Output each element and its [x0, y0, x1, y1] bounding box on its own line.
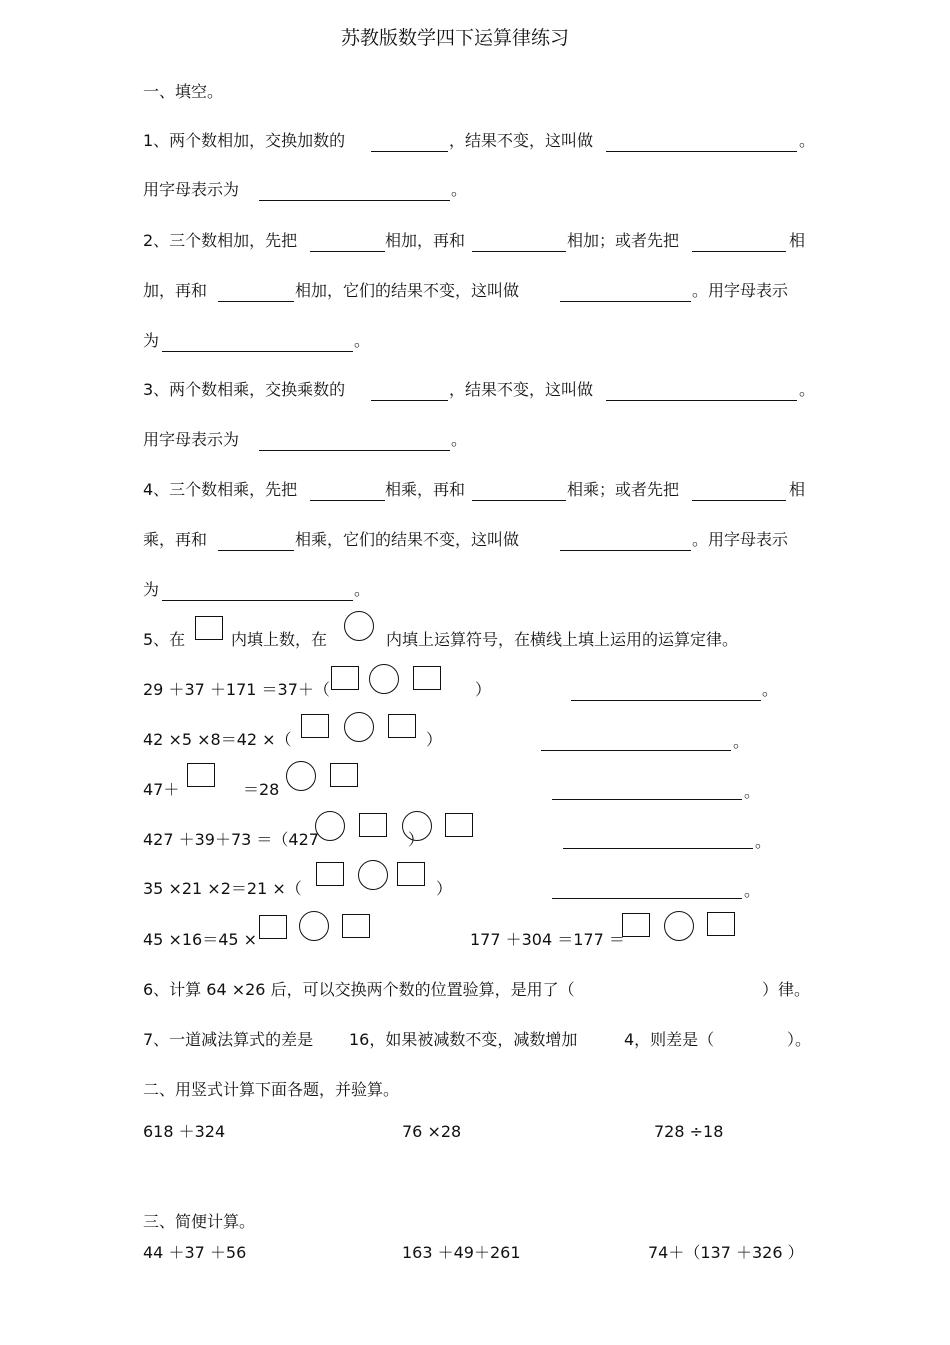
q5-r2-box-2[interactable]	[388, 714, 416, 738]
q3-text-d: 用字母表示为	[143, 430, 240, 449]
simplify-problem-2: 163 ＋49＋261	[402, 1243, 521, 1262]
q5-text-c: 内填上运算符号，在横线上填上运用的运算定律。	[386, 630, 739, 649]
q5-r4-law-blank[interactable]	[563, 848, 753, 849]
q2-text-h: 为	[143, 331, 160, 350]
q4-blank-2[interactable]	[472, 500, 566, 501]
q4-text-c: 相乘；或者先把	[567, 480, 680, 499]
q5-r4-box-1[interactable]	[359, 813, 387, 837]
q1-text-a: 1、两个数相加，交换加数的	[143, 131, 346, 150]
sample-circle-icon	[344, 611, 374, 641]
q5-r5-close: ）	[436, 879, 453, 898]
calc-problem-2: 76 ×28	[402, 1122, 462, 1141]
q5-r3-law-blank[interactable]	[552, 799, 742, 800]
q2-blank-1[interactable]	[310, 251, 385, 252]
q5-r3-expr: 47＋	[143, 780, 180, 799]
q2-blank-3[interactable]	[692, 251, 786, 252]
q2-blank-2[interactable]	[472, 251, 566, 252]
q5-r2-circle-1[interactable]	[344, 712, 374, 742]
q5-r1-circle-1[interactable]	[369, 664, 399, 694]
q5-r4-circle-1[interactable]	[315, 811, 345, 841]
q5-r2-box-1[interactable]	[301, 714, 329, 738]
q5-r1-expr: 29 ＋37 ＋171 ＝37＋（	[143, 680, 330, 699]
q7-text-d: ）。	[787, 1030, 812, 1049]
q5-r3-end: 。	[744, 782, 761, 801]
calc-problem-1: 618 ＋324	[143, 1122, 226, 1141]
q6-text-a: 6、计算 64 ×26 后，可以交换两个数的位置验算，是用了（	[143, 980, 575, 999]
q5-r6-box-3[interactable]	[622, 913, 650, 937]
q2-blank-5[interactable]	[560, 301, 691, 302]
q5-r5-expr: 35 ×21 ×2＝21 ×（	[143, 879, 302, 898]
q1-text-b: ，结果不变，这叫做	[449, 131, 594, 150]
q5-r2-expr: 42 ×5 ×8＝42 ×（	[143, 730, 292, 749]
q5-r2-end: 。	[733, 732, 750, 751]
q2-blank-6[interactable]	[162, 351, 353, 352]
q5-text-a: 5、在	[143, 630, 186, 649]
calc-problem-3: 728 ÷18	[654, 1122, 724, 1141]
q4-text-b: 相乘，再和	[385, 480, 466, 499]
q5-r3-box-1[interactable]	[187, 763, 215, 787]
q5-r5-law-blank[interactable]	[552, 898, 742, 899]
q5-r4-end: 。	[755, 832, 772, 851]
q5-r6-circle-1[interactable]	[299, 911, 329, 941]
q5-r6-box-1[interactable]	[259, 915, 287, 939]
simplify-problem-1: 44 ＋37 ＋56	[143, 1243, 247, 1262]
q4-text-g: 。用字母表示	[692, 530, 789, 549]
q3-blank-2[interactable]	[606, 400, 797, 401]
q5-r6-box-2[interactable]	[342, 914, 370, 938]
q2-text-b: 相加，再和	[385, 231, 466, 250]
q2-text-e: 加，再和	[143, 281, 208, 300]
section-heading-vertical-calc: 二、用竖式计算下面各题，并验算。	[143, 1080, 400, 1099]
q2-text-f: 相加，它们的结果不变，这叫做	[295, 281, 520, 300]
q5-r1-law-blank[interactable]	[571, 700, 761, 701]
q5-r3-box-2[interactable]	[330, 763, 358, 787]
q5-r1-box-1[interactable]	[331, 666, 359, 690]
q5-text-b: 内填上数，在	[231, 630, 328, 649]
q3-text-a: 3、两个数相乘，交换乘数的	[143, 380, 346, 399]
q5-r6-box-4[interactable]	[707, 912, 735, 936]
q2-text-d: 相	[789, 231, 806, 250]
q2-text-i: 。	[354, 331, 371, 350]
q5-r4-close: ）	[408, 830, 425, 849]
q5-r1-box-2[interactable]	[413, 666, 441, 690]
q1-blank-1[interactable]	[371, 151, 448, 152]
q4-blank-6[interactable]	[162, 600, 353, 601]
q5-r2-close: ）	[426, 730, 443, 749]
q5-r5-end: 。	[744, 881, 761, 900]
q5-r5-circle-1[interactable]	[358, 860, 388, 890]
q1-blank-3[interactable]	[259, 200, 450, 201]
q5-r6-expr-right: 177 ＋304 ＝177 ＝	[470, 930, 625, 949]
simplify-problem-3: 74＋（137 ＋326 ）	[648, 1243, 804, 1262]
q4-blank-1[interactable]	[310, 500, 385, 501]
q4-text-e: 乘，再和	[143, 530, 208, 549]
q1-text-c: 。	[799, 131, 816, 150]
q3-text-c: 。	[799, 380, 816, 399]
q1-blank-2[interactable]	[606, 151, 797, 152]
q5-r2-law-blank[interactable]	[541, 750, 731, 751]
q6-text-b: ）律。	[762, 980, 811, 999]
sample-square-icon	[195, 616, 223, 640]
q7-text-b: 16，如果被减数不变，减数增加	[349, 1030, 578, 1049]
page-title: 苏教版数学四下运算律练习	[341, 27, 570, 49]
q7-text-a: 7、一道减法算式的差是	[143, 1030, 314, 1049]
q1-text-e: 。	[451, 180, 468, 199]
q5-r3-circle-1[interactable]	[286, 761, 316, 791]
q4-blank-3[interactable]	[692, 500, 786, 501]
q5-r1-end: 。	[762, 680, 779, 699]
q5-r6-circle-2[interactable]	[664, 911, 694, 941]
q4-text-i: 。	[354, 580, 371, 599]
q5-r6-expr-left: 45 ×16＝45 ×	[143, 930, 258, 949]
q5-r1-close: ）	[475, 680, 492, 699]
q5-r5-box-1[interactable]	[316, 862, 344, 886]
q4-blank-5[interactable]	[560, 550, 691, 551]
q5-r4-box-2[interactable]	[445, 813, 473, 837]
q4-text-d: 相	[789, 480, 806, 499]
q5-r3-mid: ＝28	[243, 780, 280, 799]
q3-blank-3[interactable]	[259, 450, 450, 451]
q4-blank-4[interactable]	[218, 550, 294, 551]
q2-text-c: 相加；或者先把	[567, 231, 680, 250]
q2-text-g: 。用字母表示	[692, 281, 789, 300]
q4-text-h: 为	[143, 580, 160, 599]
q7-text-c: 4，则差是（	[624, 1030, 715, 1049]
q4-text-f: 相乘，它们的结果不变，这叫做	[295, 530, 520, 549]
q3-text-e: 。	[451, 430, 468, 449]
section-heading-simplify: 三、简便计算。	[143, 1212, 256, 1231]
q3-text-b: ，结果不变，这叫做	[449, 380, 594, 399]
q2-text-a: 2、三个数相加，先把	[143, 231, 298, 250]
q3-blank-1[interactable]	[371, 400, 448, 401]
q4-text-a: 4、三个数相乘，先把	[143, 480, 298, 499]
section-heading-fill-blank: 一、填空。	[143, 82, 224, 101]
q1-text-d: 用字母表示为	[143, 180, 240, 199]
q5-r4-expr: 427 ＋39＋73 ＝（427	[143, 830, 319, 849]
q2-blank-4[interactable]	[218, 301, 294, 302]
q5-r5-box-2[interactable]	[397, 862, 425, 886]
